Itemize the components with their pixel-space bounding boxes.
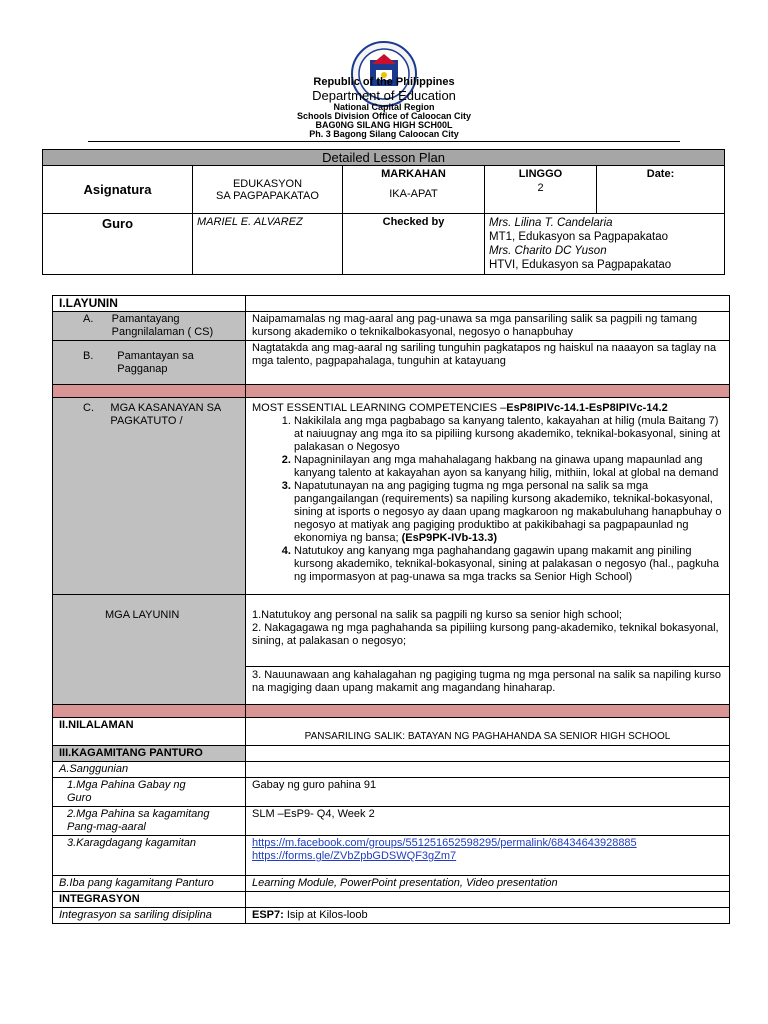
integrasyon-label: INTEGRASYON xyxy=(53,892,246,908)
subject-line2: SA PAGPAPAKATAO xyxy=(216,189,319,202)
guro-value: MARIEL E. ALVAREZ xyxy=(193,214,343,275)
pink-band xyxy=(53,705,246,718)
kagamitan-label: III.KAGAMITANG PANTURO xyxy=(53,746,246,762)
kagamitan-mag-label: 2.Mga Pahina sa kagamitang Pang-mag-aaral xyxy=(53,807,246,836)
checked-by-cell xyxy=(485,214,725,275)
pg-letter: B. xyxy=(83,349,94,362)
pink-band xyxy=(53,385,246,398)
nilalaman-value: PANSARILING SALIK: BATAYAN NG PAGHAHANDA SA SENIOR HIGH SCHOOL xyxy=(246,718,730,746)
integ-sarili-cell xyxy=(246,908,730,924)
integ-sarili-label: Integrasyon sa sariling disiplina xyxy=(53,908,246,924)
mel-heading xyxy=(252,402,723,415)
kagamitan-mag-value: SLM –EsP9- Q4, Week 2 xyxy=(246,807,730,836)
mel-item3-code: (EsP9PK-IVb-13.3) xyxy=(401,532,498,544)
department-line: Department of Education xyxy=(312,88,456,103)
asignatura-label: Asignatura xyxy=(43,166,193,214)
objective-1: 1.Natutukoy ang personal na salik sa pagpili ng kurso sa senior high school; xyxy=(252,609,622,621)
objectives-cell xyxy=(246,595,730,667)
cs-label: Pamantayang Pangnilalaman ( CS) xyxy=(111,313,214,338)
mel-item-text: Napatutunayan na ang pagiging tugma ng mga personal na salik sa mga pangangailangan (requirements) sa napiling kursong akademiko, teknikal-bokasyonal, sining at isports o negosyo ay daan upang magkaroon ng makabuluhang hanapbuhay o negosyo at matiyak ang pagiging produktibo at pakikibahagi sa pagpapaunlad ng ekonomiya ng bansa; xyxy=(294,480,722,544)
pg-label-cell xyxy=(53,341,246,385)
pink-band xyxy=(246,385,730,398)
checker2-name: Mrs. Charito DC Yuson xyxy=(489,245,607,257)
facebook-link[interactable]: https://m.facebook.com/groups/551251652598295/permalink/68434643928885 xyxy=(252,837,637,849)
integ-code: ESP7: xyxy=(252,909,284,921)
checker1-name: Mrs. Lilina T. Candelaria xyxy=(489,217,613,229)
republic-line: Republic of the Philippines xyxy=(313,76,455,88)
layunin-heading: I.LAYUNIN xyxy=(53,296,246,312)
mel-prefix: MOST ESSENTIAL LEARNING COMPETENCIES – xyxy=(252,402,507,414)
mel-item xyxy=(294,545,723,584)
forms-link[interactable]: https://forms.gle/ZVbZpbGDSWQF3gZm7 xyxy=(252,850,457,862)
karagdagang-label: 3.Karagdagang kagamitan xyxy=(53,836,246,876)
subject-line1: EDUKASYON xyxy=(232,177,303,190)
competencies-label-cell xyxy=(53,398,246,595)
integ-value: Isip at Kilos-loob xyxy=(283,909,368,921)
date-label: Date: xyxy=(597,166,725,214)
empty-cell xyxy=(246,296,730,312)
markahan-value: IKA-APAT xyxy=(389,188,438,200)
address-line: Ph. 3 Bagong Silang Caloocan City xyxy=(309,129,459,139)
mel-item-text: Napagninilayan ang mga mahahalagang hakbang na ginawa upang mapaunlad ang kanyang talento at kakayahan ayon sa kanyang hilig, mithiin, lokal at global na demand xyxy=(294,454,719,479)
school-line: BAG0NG SILANG HIGH SCH00L xyxy=(315,120,453,130)
mel-code: EsP8IPIVc-14.1-EsP8IPIVc-14.2 xyxy=(506,402,668,414)
mel-item-text: Natutukoy ang kanyang mga paghahandang gagawin upang makamit ang piniling kursong akademiko, teknikal-bokasyonal, sining at palakasan o negosyo (hal., pagkuha ng impormasyon at pag-unawa sa mga tracks sa Senior High School) xyxy=(294,545,719,583)
competencies-label: MGA KASANAYAN SA PAGKATUTO / xyxy=(110,402,221,427)
empty-cell xyxy=(246,892,730,908)
competencies-cell xyxy=(246,398,730,595)
gabay-label: 1.Mga Pahina Gabay ng Guro xyxy=(53,778,246,807)
division-line: Schools Division Office of Caloocan City xyxy=(296,111,472,121)
markahan-cell xyxy=(343,166,485,214)
linggo-cell xyxy=(485,166,597,214)
mel-list xyxy=(252,415,723,584)
mga-layunin-label: MGA LAYUNIN xyxy=(53,595,246,705)
pg-text: Nagtatakda ang mag-aaral ng sariling tunguhin pagkatapos ng haiskul na naaayon sa taglay na mga talento, pagpapahalaga, tunguhin at katayuang xyxy=(246,341,730,385)
iba-value: Learning Module, PowerPoint presentation, Video presentation xyxy=(246,876,730,892)
objective-2: 2. Nakagagawa ng mga paghahanda sa pipiliing kursong pang-akademiko, teknikal bokasyonal, sining, at palakasan o negosyo; xyxy=(252,622,719,647)
cs-text: Naipamamalas ng mag-aaral ang pag-unawa sa mga pansariling salik sa pagpili ng tamang kursong akademiko o teknikalbokasyonal, negosyo o hanapbuhay xyxy=(246,312,730,341)
competencies-letter: C. xyxy=(83,402,94,414)
lesson-plan-table xyxy=(52,295,730,924)
empty-cell xyxy=(246,746,730,762)
checker2-title: HTVI, Edukasyon sa Pagpapakatao xyxy=(489,259,672,271)
pg-label: Pamantayan sa Pagganap xyxy=(117,349,194,375)
linggo-label: LINGGO xyxy=(518,168,563,180)
pink-band xyxy=(246,705,730,718)
checker1-title: MT1, Edukasyon sa Pagpapakatao xyxy=(489,231,669,243)
mel-item xyxy=(294,480,723,545)
empty-cell xyxy=(246,762,730,778)
lesson-info-table xyxy=(42,149,725,275)
sanggunian-label: A.Sanggunian xyxy=(53,762,246,778)
subject-cell xyxy=(193,166,343,214)
objective-3: 3. Nauunawaan ang kahalagahan ng pagiging tugma ng mga personal na salik sa napiling kurso na magiging daan upang makamit ang magandang hinaharap. xyxy=(246,667,730,705)
checked-by-label: Checked by xyxy=(343,214,485,275)
nilalaman-label: II.NILALAMAN xyxy=(53,718,246,746)
header-divider xyxy=(88,141,680,142)
links-cell xyxy=(246,836,730,876)
markahan-label: MARKAHAN xyxy=(381,168,446,180)
cs-label-cell xyxy=(53,312,246,341)
region-line: National Capital Region xyxy=(333,102,435,112)
iba-label: B.Iba pang kagamitang Panturo xyxy=(53,876,246,892)
cs-letter: A. xyxy=(83,313,94,325)
mel-item: 1. Nakikilala ang mga pagbabago sa kanyang talento, kakayahan at hilig (mula Baitang 7) at naiuugnay ang mga ito sa pipiliing kursong akademiko, teknikal-bokasyonal, sining at palakasan o Negosyo xyxy=(294,415,723,454)
lesson-plan-title: Detailed Lesson Plan xyxy=(43,150,725,166)
gabay-value: Gabay ng guro pahina 91 xyxy=(246,778,730,807)
guro-label: Guro xyxy=(43,214,193,275)
linggo-value: 2 xyxy=(537,182,544,194)
mel-item xyxy=(294,454,723,480)
